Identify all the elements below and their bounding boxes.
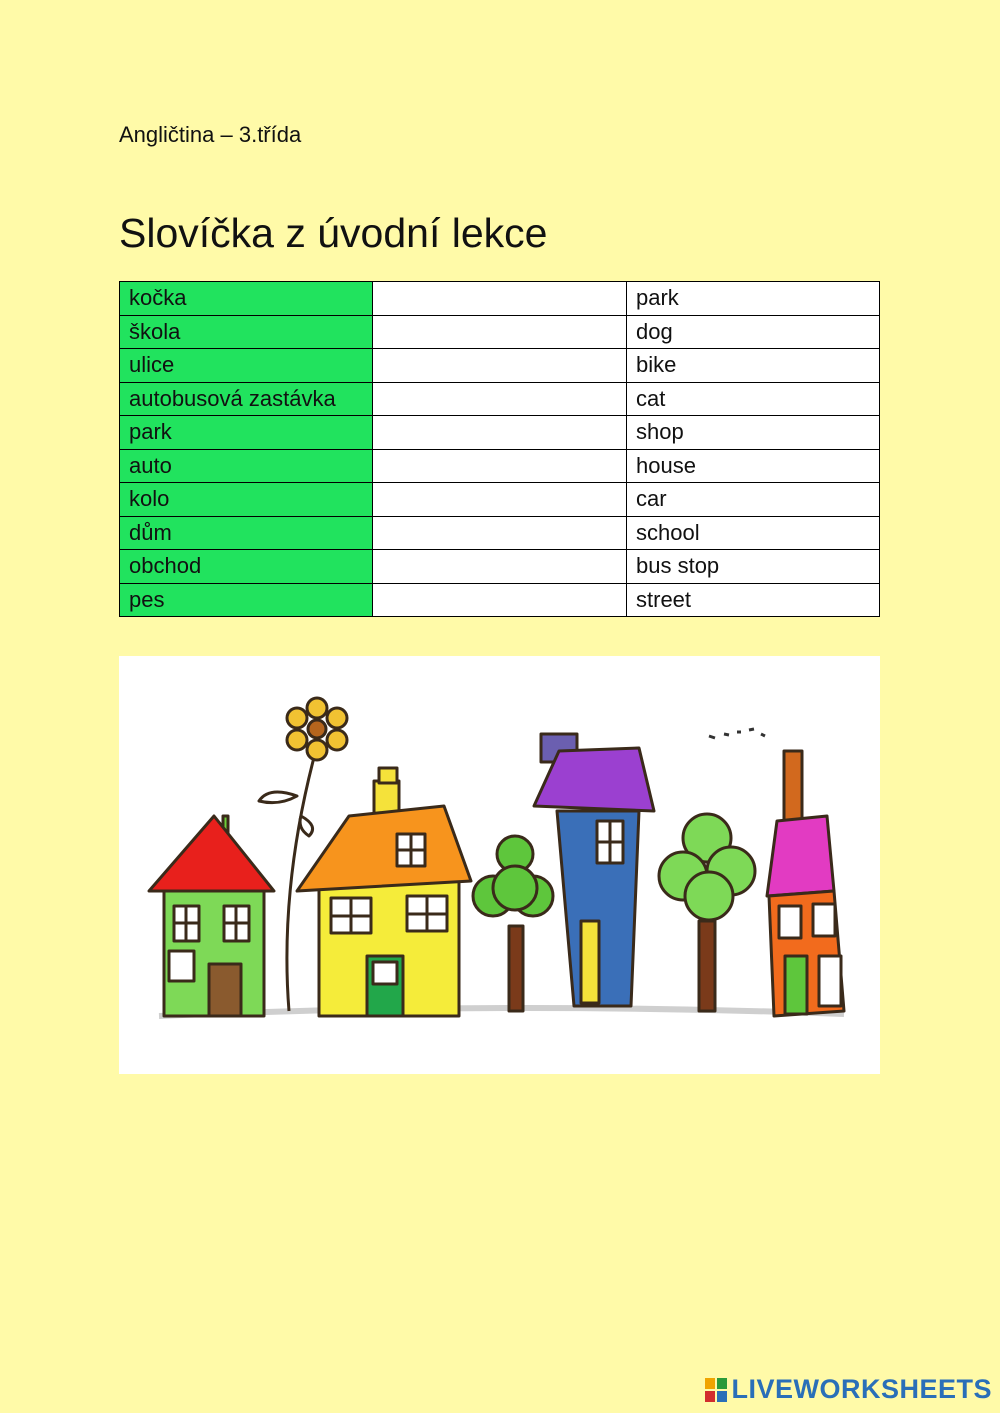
table-row [120, 583, 880, 617]
english-word-cell: bike [627, 349, 880, 383]
orange-house-icon [767, 751, 844, 1016]
czech-word-cell: dům [120, 516, 373, 550]
english-word-cell: cat [627, 382, 880, 416]
english-word-cell: street [627, 583, 880, 617]
english-word-cell: school [627, 516, 880, 550]
table-row [120, 550, 880, 584]
english-word-cell: car [627, 483, 880, 517]
liveworksheets-logo [705, 1374, 992, 1405]
czech-word-cell: škola [120, 315, 373, 349]
english-word-cell: dog [627, 315, 880, 349]
answer-cell[interactable] [373, 282, 627, 316]
page-title: Slovíčka z úvodní lekce [119, 210, 548, 256]
czech-word-cell: kočka [120, 282, 373, 316]
table-row [120, 449, 880, 483]
answer-cell[interactable] [373, 516, 627, 550]
houses-illustration [119, 656, 880, 1074]
czech-word-cell: obchod [120, 550, 373, 584]
answer-cell[interactable] [373, 449, 627, 483]
answer-cell[interactable] [373, 583, 627, 617]
czech-word-cell: kolo [120, 483, 373, 517]
logo-blocks-icon [705, 1378, 727, 1402]
table-row [120, 315, 880, 349]
czech-word-cell: auto [120, 449, 373, 483]
czech-word-cell: park [120, 416, 373, 450]
table-row [120, 483, 880, 517]
czech-word-cell: pes [120, 583, 373, 617]
czech-word-cell: ulice [120, 349, 373, 383]
tree-icon [659, 814, 755, 1011]
table-row [120, 282, 880, 316]
answer-cell[interactable] [373, 550, 627, 584]
english-word-cell: bus stop [627, 550, 880, 584]
english-word-cell: shop [627, 416, 880, 450]
subject-label: Angličtina – 3.třída [119, 122, 302, 147]
tree-icon [473, 836, 553, 1011]
table-row [120, 416, 880, 450]
table-row [120, 382, 880, 416]
table-row [120, 516, 880, 550]
answer-cell[interactable] [373, 483, 627, 517]
green-house-icon [149, 816, 274, 1016]
table-row [120, 349, 880, 383]
brand-name: LIVEWORKSHEETS [731, 1374, 992, 1404]
czech-word-cell: autobusová zastávka [120, 382, 373, 416]
answer-cell[interactable] [373, 315, 627, 349]
yellow-house-icon [297, 768, 471, 1016]
answer-cell[interactable] [373, 416, 627, 450]
english-word-cell: park [627, 282, 880, 316]
answer-cell[interactable] [373, 349, 627, 383]
vocabulary-table [119, 281, 880, 617]
english-word-cell: house [627, 449, 880, 483]
answer-cell[interactable] [373, 382, 627, 416]
